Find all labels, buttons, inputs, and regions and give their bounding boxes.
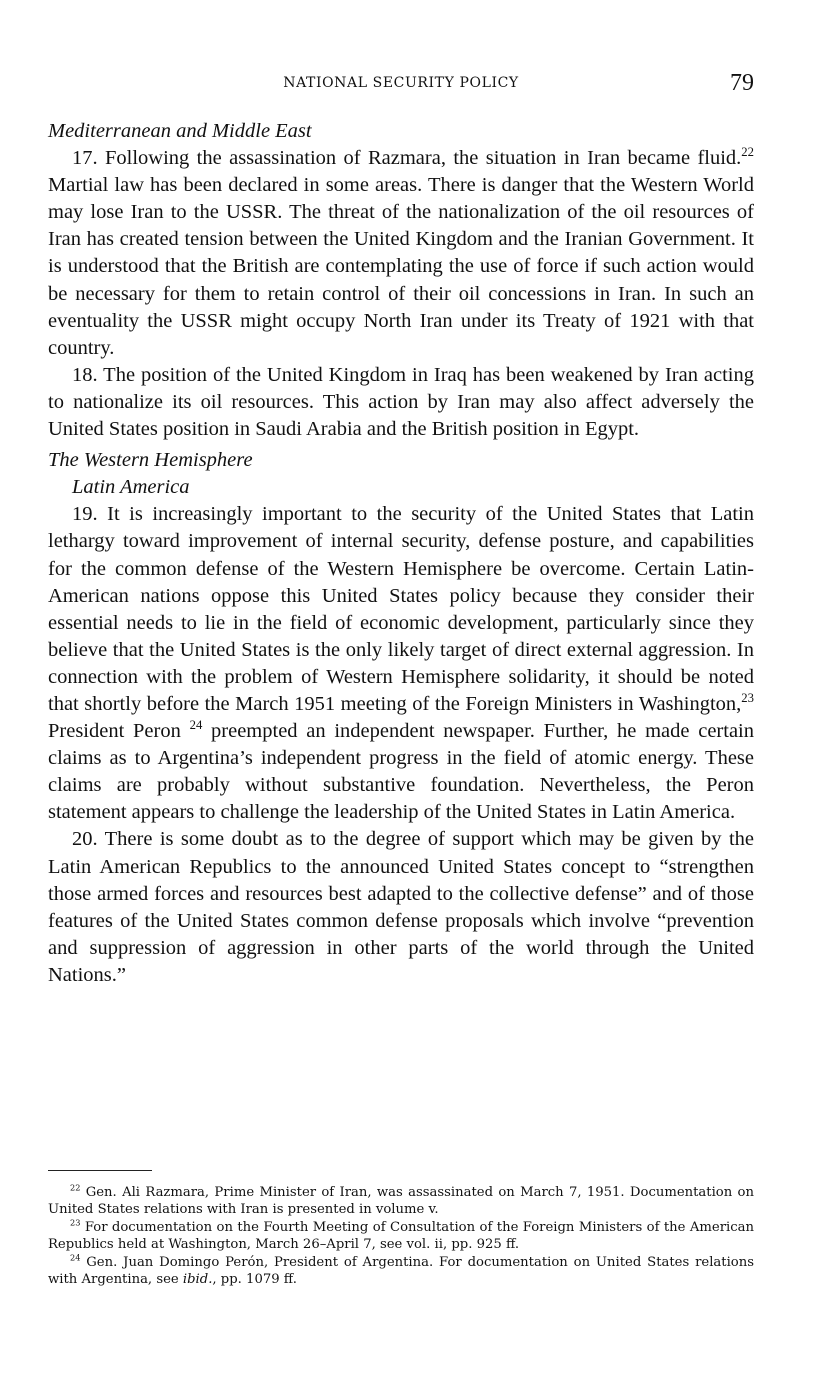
footnote-24-text-b: , pp. 1079 ff. [212,1272,297,1288]
footnote-23 [48,1219,754,1254]
body-text [48,118,754,989]
paragraph-20: 20. There is some doubt as to the degree of support which may be given by the Latin American Republics to the announced United States concept to “strengthen those armed forces and resources best adapted to the collective defense” and of those features of the United States common defense proposals which involve “prevention and suppression of aggression in other parts of the world through the United Nations.” [48,828,754,986]
paragraph-19-text-c: preempted an independent newspaper. Further, he made certain claims as to Argentina’s independent progress in the field of atomic energy. These claims are probably without substantive foundation. Nevertheless, the Peron statement appears to challenge the leadership of the United States in Latin America. [48,720,754,824]
paragraph-17-text-b: Martial law has been declared in some areas. There is danger that the Western World may lose Iran to the USSR. The threat of the nationalization of the oil resources of Iran has created tension between the United Kingdom and the Iranian Government. It is understood that the British are contemplating the use of force if such action would be necessary for them to retain control of their oil concessions in Iran. In such an eventuality the USSR might occupy North Iran under its Treaty of 1921 with that country. [48,174,754,359]
footnotes [48,1184,754,1288]
subsection-heading-latin: Latin America [72,476,190,499]
footnote-23-text: For documentation on the Fourth Meeting of Consultation of the Foreign Ministers of the American Republics held at Washington, March 26–April 7, see vol. ii, pp. 925 ff. [48,1219,754,1253]
footnote-mark-22: 22 [70,1182,81,1193]
paragraph-18: 18. The position of the United Kingdom in Iraq has been weakened by Iran acting to nationalize its oil resources. This action by Iran may also affect adversely the United States position in Saudi Arabia and the British position in Egypt. [48,363,754,441]
paragraph-19 [48,501,754,826]
section-heading-mideast: Mediterranean and Middle East [48,120,312,142]
footnote-ref-22: 22 [741,145,754,160]
running-title: NATIONAL SECURITY POLICY [283,75,519,91]
paragraph-19-text-a: 19. It is increasingly important to the security of the United States that Latin lethargy toward improvement of internal security, defense posture, and capabilities for the common defense of the Western Hemisphere be overcome. Certain Latin-American nations oppose this United States policy because they consider their essential needs to lie in the field of economic development, particularly since they believe that the United States is the only likely target of direct external aggression. In connection with the problem of Western Hemisphere solidarity, it should be noted that shortly before the March 1951 meeting of the Foreign Ministers in Washington, [48,503,754,715]
footnote-24-ibid: ibid. [182,1272,213,1288]
running-head [48,70,754,98]
page-number: 79 [730,70,754,96]
footnote-24-text-a: Gen. Juan Domingo Perón, President of Argentina. For documentation on United States relations with Argentina, see [48,1254,754,1288]
footnote-22 [48,1184,754,1219]
paragraph-19-text-b: President Peron [48,720,181,743]
footnote-mark-24: 24 [70,1252,81,1263]
footnote-divider [48,1170,152,1171]
footnote-ref-24: 24 [189,718,203,733]
section-heading-western: The Western Hemisphere [48,449,253,472]
paragraph-17 [48,145,754,362]
footnote-22-text: Gen. Ali Razmara, Prime Minister of Iran, was assassinated on March 7, 1951. Documentation on United States relations with Iran is presented in volume v. [48,1185,754,1218]
footnote-mark-23: 23 [70,1217,81,1228]
paragraph-17-text-a: 17. Following the assassination of Razmara, the situation in Iran became fluid. [72,147,742,170]
footnote-ref-23: 23 [741,691,754,706]
footnote-24 [48,1254,754,1289]
